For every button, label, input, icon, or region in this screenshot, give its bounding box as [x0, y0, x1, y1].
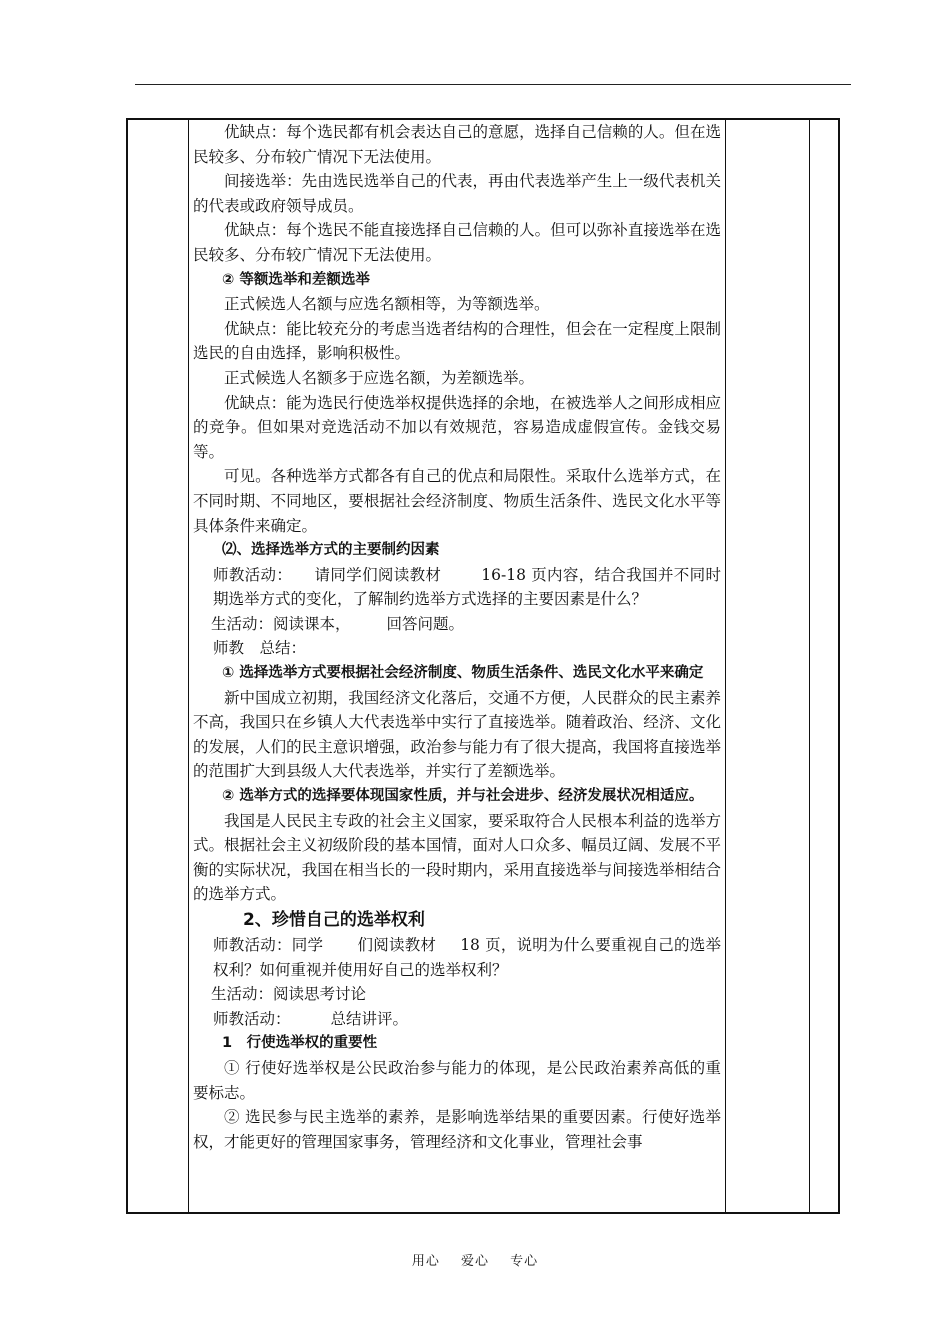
header-rule [135, 84, 851, 85]
column-divider [188, 120, 189, 1212]
activity-text: 总结讲评。 [330, 1009, 409, 1028]
activity-text: 请同学们阅读教材 [314, 565, 442, 584]
lesson-content [193, 120, 721, 1154]
paragraph: 优缺点：能比较充分的考虑当选者结构的合理性，但会在一定程度上限制选民的自由选择，影响积极性。 [193, 319, 721, 363]
activity-text: 18 页，说明为什么要重视自己的选举权利？如何重视并使用好自己的选举权利？ [213, 936, 721, 979]
paragraph: ② 选民参与民主选举的素养，是影响选举结果的重要因素。行使好选举权，才能更好的管理国家事务，管理经济和文化事业，管理社会事 [193, 1108, 721, 1151]
footer-word: 爱心 [460, 1254, 489, 1269]
page-footer [0, 1250, 950, 1269]
activity-text: 回答问题。 [386, 614, 465, 633]
paragraph: 优缺点：每个选民都有机会表达自己的意愿，选择自己信赖的人。但在选民较多、分布较广情况下无法使用。 [193, 123, 721, 166]
activity-label: 师教活动： [213, 1009, 291, 1028]
footer-word: 专心 [510, 1254, 539, 1269]
activity-text: 16-18 页内容，结合我国并不同时期选举方式的变化，了解制约选举方式选择的主要因素是什么？ [213, 565, 721, 609]
activity-label: 师教活动： [213, 565, 293, 584]
activity-line: 生活动：阅读思考讨论 [211, 985, 367, 1004]
activity-line [193, 1007, 721, 1032]
activity-text: 们阅读教材 [357, 936, 437, 954]
section-heading: ① 选择选举方式要根据社会经济制度、物质生活条件、选民文化水平来确定 [222, 665, 704, 682]
column-divider [809, 120, 810, 1212]
paragraph: 我国是人民民主专政的社会主义国家，要采取符合人民根本利益的选举方式。根据社会主义初级阶段的基本国情，面对人口众多、幅员辽阔、发展不平衡的实际状况，我国在相当长的一段时期内，采用直接选举与间接选举相结合的选举方式。 [193, 811, 721, 904]
paragraph: 可见。各种选举方式都各有自己的优点和局限性。采取什么选举方式，在不同时期、不同地区，要根据社会经济制度、物质生活条件、选民文化水平等具体条件来确定。 [193, 467, 721, 535]
section-heading: 1 行使选举权的重要性 [222, 1035, 378, 1052]
paragraph: 正式候选人名额与应选名额相等，为等额选举。 [224, 295, 550, 314]
section-heading: ② 选举方式的选择要体现国家性质，并与社会进步、经济发展状况相适应。 [222, 788, 704, 805]
footer-word: 用心 [411, 1254, 440, 1269]
activity-label: 生活动：阅读课本， [211, 614, 351, 633]
paragraph: 优缺点：能为选民行使选举权提供选择的余地，在被选举人之间形成相应的竞争。但如果对竞选活动不加以有效规范，容易造成虚假宣传。金钱交易等。 [193, 393, 721, 461]
paragraph: 正式候选人名额多于应选名额，为差额选举。 [224, 368, 535, 387]
activity-line: 师教 总结： [213, 639, 307, 658]
section-heading: ② 等额选举和差额选举 [222, 271, 370, 288]
activity-line [193, 563, 721, 612]
topic-heading: 2、珍惜自己的选举权利 [243, 910, 425, 930]
activity-line [193, 933, 721, 982]
paragraph: 优缺点：每个选民不能直接选择自己信赖的人。但可以弥补直接选举在选民较多、分布较广情况下无法使用。 [193, 221, 721, 264]
section-heading: ⑵、选择选举方式的主要制约因素 [222, 542, 440, 559]
activity-line [193, 612, 721, 637]
paragraph: 新中国成立初期，我国经济文化落后，交通不方便，人民群众的民主素养不高，我国只在乡镇人大代表选举中实行了直接选举。随着政治、经济、文化的发展，人们的民主意识增强，政治参与能力有了很大提高，我国将直接选举的范围扩大到县级人大代表选举，并实行了差额选举。 [193, 688, 721, 781]
column-divider [725, 120, 726, 1212]
activity-label: 师教活动：同学 [213, 936, 324, 954]
paragraph: ① 行使好选举权是公民政治参与能力的体现，是公民政治素养高低的重要标志。 [193, 1058, 721, 1102]
paragraph: 间接选举：先由选民选举自己的代表，再由代表选举产生上一级代表机关的代表或政府领导成员。 [193, 172, 721, 215]
